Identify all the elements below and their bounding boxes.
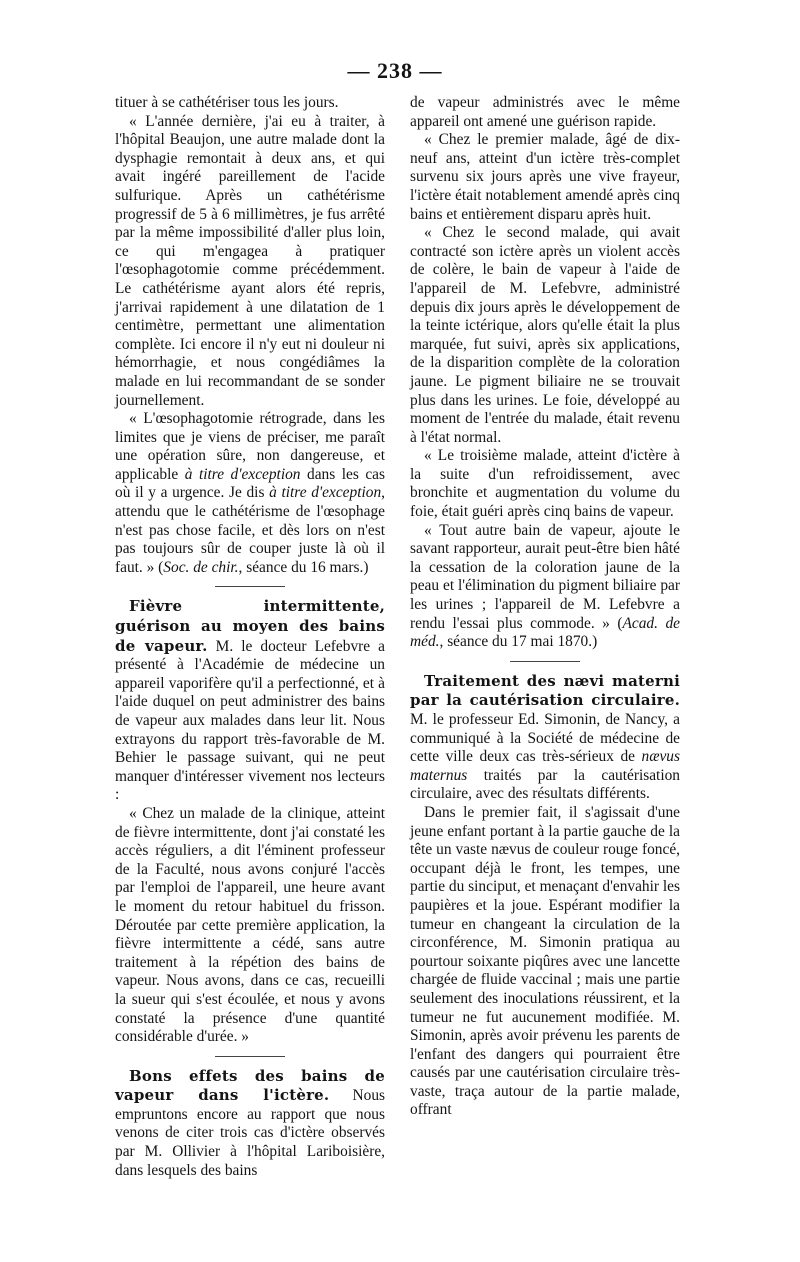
italic-run: à titre d'exception [184,465,301,483]
paragraph: « L'année dernière, j'ai eu à traiter, à l'hôpital Beaujon, une autre malade dont la dysphagie remontait à deux ans, et qui avait ingéré pareillement de l'acide sulfurique. Après un cathétérisme progressif de 5 à 6 millimètres, je fus arrêté par la même impossibilité d'aller plus loin, ce qui m'engagea à pratiquer l'œsophagotomie comme précédemment. Le cathétérisme ayant alors été repris, j'arrivai rapidement à une dilatation de 1 centimètre, permettant une alimentation complète. Ici encore il n'y eut ni douleur ni hémorrhagie, et nous congédiâmes la malade en lui recommandant de se sonder journellement. [115,112,385,409]
article [410,672,680,804]
paragraph: de vapeur administrés avec le même appareil ont amené une guérison rapide. [410,94,680,130]
text-run: M. le professeur Ed. Simonin, de Nancy, a communiqué à la Société de médecine de cette ville deux cas très-sérieux de [410,711,680,766]
left-column [115,94,385,1180]
section-heading: Fièvre intermittente, guérison au moyen des bains de vapeur. [115,597,385,655]
paragraph: Dans le premier fait, il s'agissait d'une jeune enfant portant à la partie gauche de la tête un vaste nævus de couleur rouge foncé, occupant déjà le front, les tempes, une partie du sinciput, et menaçant d'envahir les paupières et la joue. Espérant modifier la tumeur en changeant la circulation de la circonférence, M. Simonin pratiqua au pourtour soixante piqûres avec une lancette chargée de fluide vaccinal ; mais une partie seulement des inoculations réussirent, et la tumeur ne fut aucunement modifiée. M. Simonin, après avoir prévenu les parents de l'enfant des dangers qui pourraient être causés par une cautérisation circulaire très-vaste, traça autour de la partie malade, offrant [410,803,680,1119]
paragraph: « Chez le premier malade, âgé de dix-neuf ans, atteint d'un ictère très-complet survenu six jours après une vive frayeur, l'ictère était notablement amendé après cinq bains et entièrement disparu après huit. [410,131,680,223]
text-run: dans les cas où il y a urgence. Je dis [115,465,385,502]
paragraph [115,410,385,577]
italic-run: Acad. de méd. [410,614,680,651]
paragraph: « Chez un malade de la clinique, atteint de fièvre intermittente, dont j'ai constaté les accès réguliers, a dit l'éminent professeur de la Faculté, nous avons conjuré l'accès par l'emploi de l'appareil, une heure avant le moment du retour habituel du frisson. Déroutée par cette première application, la fièvre intermittente a cédé, sans autre traitement à la répétion des bains de vapeur. Nous avons, dans ce cas, recueilli la sueur qui s'est écoulée, et nous y avons constaté la présence d'une quantité considérable d'urée. » [115,804,385,1046]
italic-run: nævus maternus [410,748,680,784]
section-divider [215,586,285,587]
article [115,1067,385,1181]
section-divider [215,1056,285,1057]
text-run: , séance du 16 mars.) [238,558,369,576]
article [115,597,385,805]
text-run: traités par la cautérisation circulaire, avec des résultats différents. [410,766,680,803]
section-heading: Bons effets des bains de vapeur dans l'ictère. [115,1066,385,1105]
italic-run: à titre d'exception [269,484,382,502]
text-run: , attendu que le cathétérisme de l'œsophage n'est pas chose facile, et dès lors on n'est pas toujours sûr de couper juste là où il faut. » ( [115,484,385,576]
section-divider [510,661,580,662]
section-heading: Traitement des nævi materni par la cautérisation circulaire. [410,671,680,710]
text-run: « Tout autre bain de vapeur, ajoute le savant rapporteur, aurait peut-être bien hâté la cessation de la coloration jaune de la peau et l'élimination du pigment biliaire par les urines ; l'appareil de M. Lefebvre a rendu l'essai plus commode. » ( [410,521,680,632]
paragraph: tituer à se cathétériser tous les jours. [115,94,339,111]
page-number: — 238 — [347,58,443,83]
text-run: Nous empruntons encore au rapport que nous venons de citer trois cas d'ictère observés par M. Ollivier à l'hôpital Lariboisière, dans lesquels des bains [115,1087,386,1179]
italic-run: Soc. de chir. [163,558,239,576]
paragraph [410,522,680,652]
paragraph: « Chez le second malade, qui avait contracté son ictère après un violent accès de colère, le bain de vapeur à l'aide de l'appareil de M. Lefebvre, administré depuis dix jours après le développement de la teinte ictérique, alors qu'elle était la plus marquée, fut suivi, après six applications, de la disparition complète de la coloration jaune. Le pigment biliaire ne se trouvait plus dans les urines. Le foie, développé au moment de l'entrée du malade, était revenu à l'état normal. [410,224,680,446]
text-run: « L'œsophagotomie rétrograde, dans les limites que je viens de préciser, me paraît une opération sûre, non dangereuse, et applicable [115,410,385,483]
right-column [410,94,680,1120]
paragraph: « Le troisième malade, atteint d'ictère à la suite d'un refroidissement, avec bronchite et augmentation du volume du foie, était guéri après cinq bains de vapeur. [410,447,680,521]
text-run: , séance du 17 mai 1870.) [439,633,598,651]
text-run: M. le docteur Lefebvre a présenté à l'Académie de médecine un appareil vaporifère qu'il a perfectionné, et à l'aide duquel on peut administrer des bains de vapeur aux malades dans leur lit. Nous extrayons du rapport très-favorable de M. Behier le passage suivant, qui ne peut manquer d'intéresser vivement nos lecteurs : [115,637,385,804]
